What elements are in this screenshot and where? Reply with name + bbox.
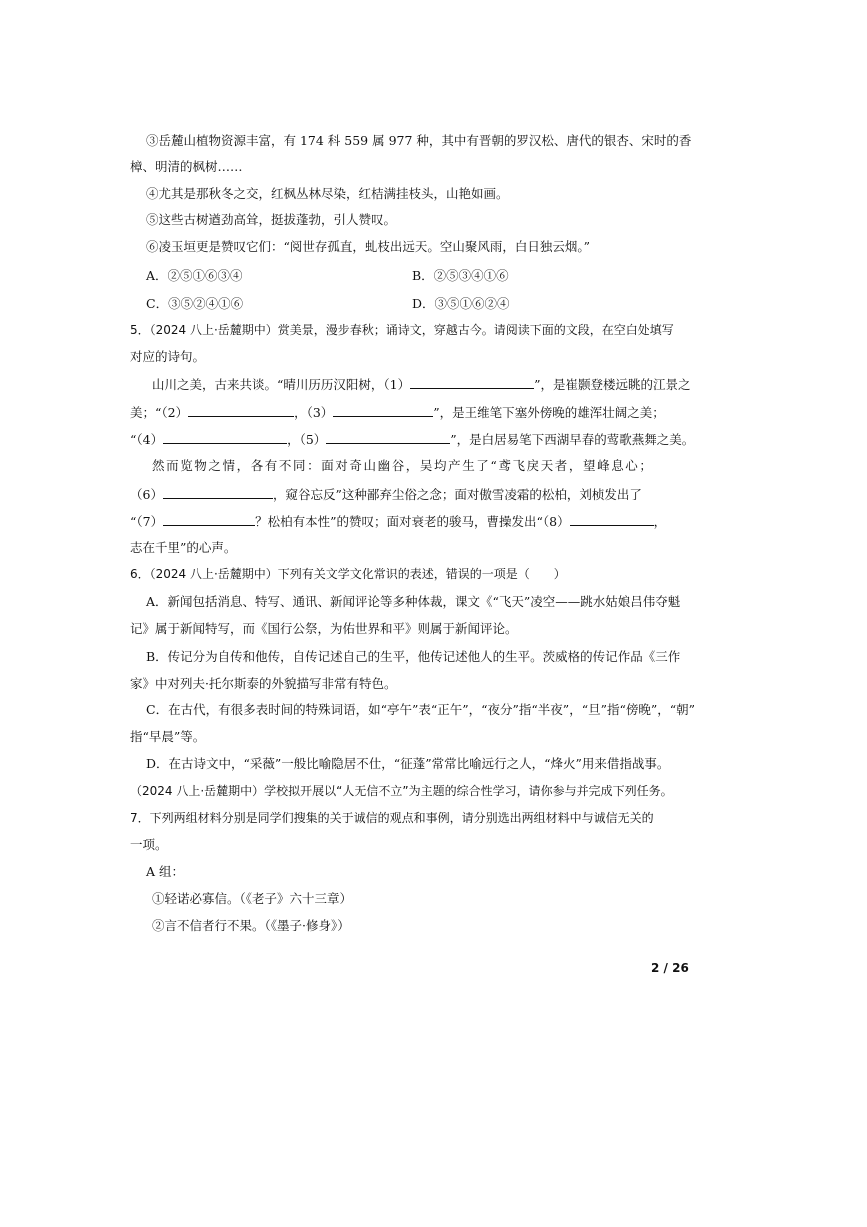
q6-option-b-line2: 家》中对列夫·托尔斯泰的外貌描写非常有特色。 bbox=[130, 676, 397, 691]
q7-intro: （2024 八上·岳麓期中）学校拟开展以“人无信不立”为主题的综合性学习，请你参与并完成下列任务。 bbox=[130, 784, 673, 798]
q4-option-c[interactable]: C．③⑤②④①⑥ bbox=[146, 296, 244, 311]
q5-blank-4[interactable] bbox=[163, 431, 287, 444]
q5-paragraph-line7: 志在千里”的心声。 bbox=[130, 540, 237, 555]
q5-paragraph-line5 bbox=[130, 486, 642, 503]
q6-option-a-line1[interactable]: A．新闻包括消息、特写、通讯、新闻评论等多种体裁，课文《“飞天”凌空——跳水姑娘吕伟夺魁 bbox=[146, 594, 681, 609]
q5-blank-8[interactable] bbox=[570, 513, 654, 526]
q5-text: 山川之美，古来共谈。“晴川历历汉阳树，（1） bbox=[152, 377, 411, 392]
q5-text: ， bbox=[653, 514, 667, 529]
q7-stem-line2: 一项。 bbox=[130, 837, 168, 852]
q5-paragraph-line1 bbox=[152, 376, 691, 393]
q5-text: ？松柏有本性”的赞叹；面对衰老的骏马，曹操发出“（8） bbox=[255, 514, 570, 529]
q7-stem-line1: 7．下列两组材料分别是同学们搜集的关于诚信的观点和事例，请分别选出两组材料中与诚信无关的 bbox=[130, 811, 654, 825]
q6-option-a-line2: 记》属于新闻特写，而《国行公祭，为佑世界和平》则属于新闻评论。 bbox=[130, 621, 518, 636]
q7-group-a-label: A 组： bbox=[146, 864, 185, 879]
page-number: 2 / 26 bbox=[651, 961, 689, 975]
q5-blank-3[interactable] bbox=[333, 404, 433, 417]
q4-item3-line1: ③岳麓山植物资源丰富，有 174 科 559 属 977 种，其中有晋朝的罗汉松、唐代的银杏、宋时的香 bbox=[146, 133, 692, 148]
q5-text: ”，是崔颢登楼远眺的江景之 bbox=[534, 377, 691, 392]
q5-paragraph-line3 bbox=[130, 431, 694, 448]
q5-text: “（7） bbox=[130, 514, 164, 529]
q4-option-d[interactable]: D．③⑤①⑥②④ bbox=[412, 296, 510, 311]
q5-text: ”，是白居易笔下西湖早春的莺歌燕舞之美。 bbox=[450, 432, 695, 447]
q4-item6: ⑥凌玉垣更是赞叹它们：“阅世存孤直，虬枝出远天。空山聚风雨，白日独云烟。” bbox=[146, 239, 591, 254]
q5-text: ”，是王维笔下塞外傍晚的雄浑壮阔之美； bbox=[433, 405, 665, 420]
q5-text: ，窥谷忘反”这种鄙弃尘俗之念；面对傲雪凌霜的松柏，刘桢发出了 bbox=[272, 487, 642, 502]
q7-group-a-item2: ②言不信者行不果。（《墨子·修身》） bbox=[152, 918, 350, 933]
q7-group-a-item1: ①轻诺必寡信。（《老子》六十三章） bbox=[152, 891, 353, 906]
q4-option-a[interactable]: A．②⑤①⑥③④ bbox=[146, 268, 243, 283]
q5-blank-7[interactable] bbox=[163, 513, 255, 526]
q5-paragraph-line2 bbox=[130, 404, 665, 421]
q5-paragraph-line4: 然而览物之情，各有不同：面对奇山幽谷，吴均产生了“鸢飞戾天者，望峰息心； bbox=[152, 458, 654, 473]
q5-text: ，（3） bbox=[294, 405, 334, 420]
q6-option-c-line2: 指“早晨”等。 bbox=[130, 729, 206, 744]
q5-text: ，（5） bbox=[287, 432, 327, 447]
q4-item4: ④尤其是那秋冬之交，红枫丛林尽染，红桔满挂枝头，山艳如画。 bbox=[146, 186, 509, 201]
q5-stem-line1: 5．（2024 八上·岳麓期中）赏美景，漫步春秋；诵诗文，穿越古今。请阅读下面的文段，在空白处填写 bbox=[130, 323, 674, 337]
q5-text: “（4） bbox=[130, 432, 164, 447]
q6-option-b-line1[interactable]: B．传记分为自传和他传，自传记述自己的生平，他传记述他人的生平。茨威格的传记作品《三作 bbox=[146, 649, 681, 664]
q4-item5: ⑤这些古树遒劲高耸，挺拔蓬勃，引人赞叹。 bbox=[146, 212, 397, 227]
q5-blank-2[interactable] bbox=[188, 404, 294, 417]
q6-option-d[interactable]: D．在古诗文中，“采薇”一般比喻隐居不仕，“征蓬”常常比喻远行之人，“烽火”用来借指战事。 bbox=[146, 756, 670, 771]
q5-text: 美；“（2） bbox=[130, 405, 189, 420]
q5-blank-1[interactable] bbox=[410, 376, 534, 389]
q5-text: （6） bbox=[130, 487, 163, 502]
q4-item3-line2: 樟、明清的枫树…… bbox=[130, 159, 243, 174]
q6-stem: 6．（2024 八上·岳麓期中）下列有关文学文化常识的表述，错误的一项是（ ） bbox=[130, 567, 566, 581]
q5-stem-line2: 对应的诗句。 bbox=[130, 349, 206, 364]
q5-blank-5[interactable] bbox=[326, 431, 450, 444]
q6-option-c-line1[interactable]: C．在古代，有很多表时间的特殊词语，如“亭午”表“正午”，“夜分”指“半夜”，“旦”指“傍晚”，“朝” bbox=[146, 702, 696, 717]
q5-paragraph-line6 bbox=[130, 513, 666, 530]
q4-option-b[interactable]: B．②⑤③④①⑥ bbox=[412, 268, 509, 283]
q5-blank-6[interactable] bbox=[163, 486, 273, 499]
